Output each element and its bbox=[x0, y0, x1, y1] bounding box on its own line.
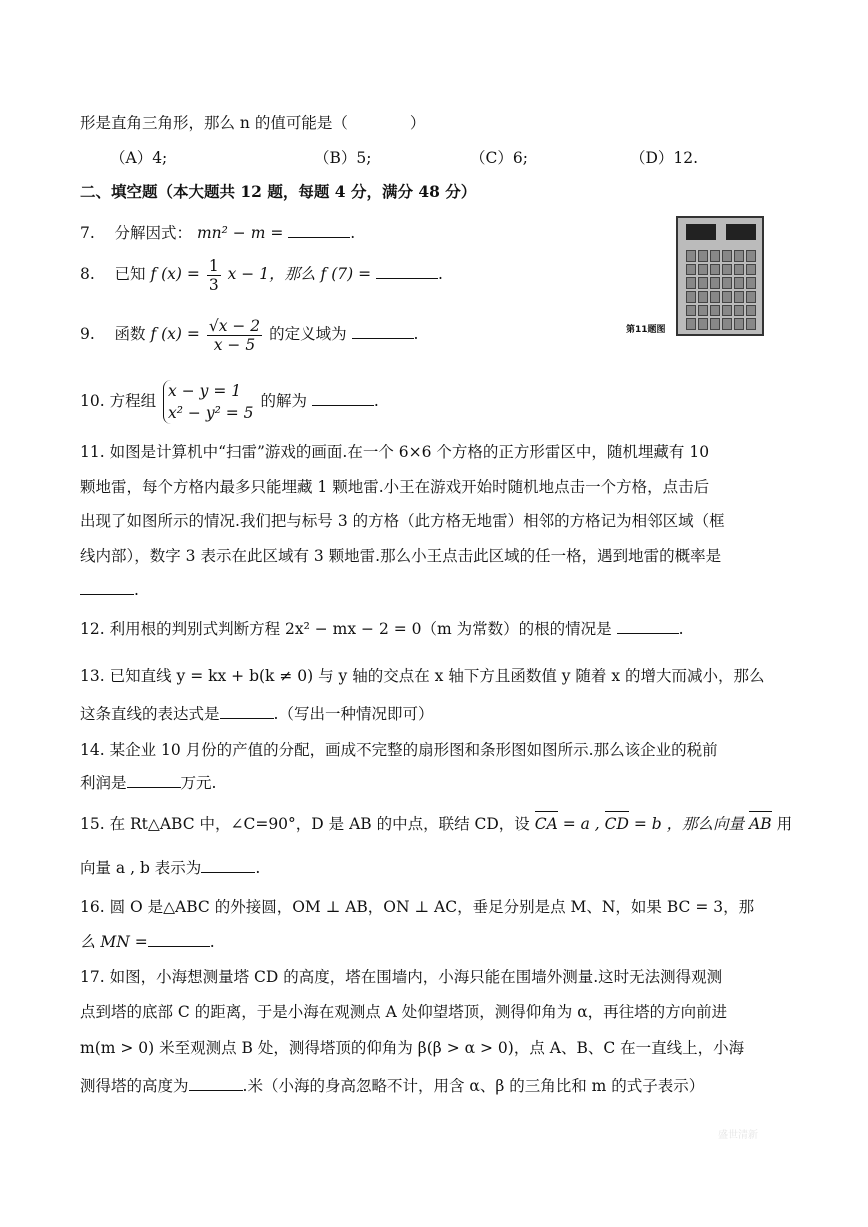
q10-number: 10. bbox=[80, 392, 105, 410]
section-title: 二、填空题（本大题共 12 题，每题 4 分，满分 48 分） bbox=[80, 182, 477, 201]
q17-line-4: 测得塔的高度为 .米（小海的身高忽略不计，用含 α、β 的三角比和 m 的式子表示） bbox=[80, 1077, 705, 1095]
question-12: 12. 利用根的判别式判断方程 2x² − mx − 2 = 0（m 为常数）的根的情况是 . bbox=[80, 620, 684, 638]
answer-blank[interactable] bbox=[189, 1076, 243, 1091]
answer-blank[interactable] bbox=[220, 704, 274, 719]
q11-line-2: 颗地雷，每个方格内最多只能埋藏 1 颗地雷.小王在游戏开始时随机地点击一个方格，点击后 bbox=[80, 478, 710, 496]
q15-line-1: 15. 在 Rt△ABC 中，∠C=90°，D 是 AB 的中点，联结 CD，设 CA = a , CD = b ，那么向量 AB 用 bbox=[80, 815, 793, 833]
answer-blank[interactable] bbox=[127, 773, 181, 788]
q11-line-3: 出现了如图所示的情况.我们把与标号 3 的方格（此方格无地雷）相邻的方格记为相邻区域（框 bbox=[80, 512, 725, 530]
q9-number: 9. bbox=[80, 325, 95, 343]
q9-text: 函数 bbox=[114, 325, 146, 343]
q17-line-3: m(m > 0) 米至观测点 B 处，测得塔顶的仰角为 β(β > α > 0)，点 A、B、C 在一直线上，小海 bbox=[80, 1039, 745, 1057]
vector-ca: CA bbox=[534, 815, 558, 833]
q8-text: 已知 bbox=[114, 265, 146, 283]
question-9: 9. 函数 f (x) = $\frac{√x - 2}{x - 5}$ 的定义域为 . bbox=[80, 316, 419, 354]
vector-ab: AB bbox=[749, 815, 772, 833]
q9-post: 的定义域为 bbox=[269, 325, 347, 343]
answer-blank[interactable] bbox=[288, 223, 350, 238]
q10-text: 方程组 bbox=[109, 392, 157, 410]
q10-system: x − y = 1 x² − y² = 5 bbox=[163, 380, 253, 424]
q17-line-1: 17. 如图，小海想测量塔 CD 的高度，塔在围墙内，小海只能在围墙外测量.这时无法测得观测 bbox=[80, 968, 723, 986]
answer-blank[interactable] bbox=[201, 858, 255, 873]
q6-option-b: （B）5; bbox=[314, 149, 372, 167]
q8-fraction: $\frac{1}{3}$ bbox=[208, 256, 219, 294]
question-8: 8. 已知 f (x) = $\frac{1}{3}$ x − 1，那么 f (7) = . bbox=[80, 256, 443, 294]
q7-text: 分解因式： bbox=[114, 224, 193, 242]
q8-function: f (x) = bbox=[150, 265, 200, 283]
answer-blank[interactable] bbox=[312, 391, 374, 406]
q15-line-2: 向量 a , b 表示为 . bbox=[80, 859, 261, 877]
vector-cd: CD bbox=[604, 815, 629, 833]
q8-expression: x − 1，那么 bbox=[227, 265, 316, 283]
q6-option-c: （C）6; bbox=[470, 149, 528, 167]
q16-line-1: 16. 圆 O 是△ABC 的外接圆，OM ⊥ AB，ON ⊥ AC，垂足分别是点 M、N，如果 BC = 3，那 bbox=[80, 898, 755, 916]
q8-f7: f (7) = bbox=[320, 265, 372, 283]
q7-number: 7. bbox=[80, 224, 95, 242]
q14-line-2: 利润是 万元. bbox=[80, 774, 217, 792]
question-10: 10. 方程组 x − y = 1 x² − y² = 5 的解为 . bbox=[80, 382, 379, 422]
watermark: 盛世清新 bbox=[718, 1130, 758, 1141]
q6-option-d: （D）12. bbox=[630, 149, 699, 167]
q6-option-a: （A）4; bbox=[110, 149, 168, 167]
q13-line-1: 13. 已知直线 y = kx + b(k ≠ 0) 与 y 轴的交点在 x 轴下方且函数值 y 随着 x 的增大而减小，那么 bbox=[80, 667, 765, 685]
q9-fraction: $\frac{√x - 2}{x - 5}$ bbox=[208, 316, 261, 354]
question-7: 7. 分解因式： mn² − m = . bbox=[80, 224, 356, 242]
figure-caption: 第11题图 bbox=[626, 325, 666, 335]
answer-blank[interactable] bbox=[148, 932, 210, 947]
answer-blank[interactable] bbox=[617, 619, 679, 634]
q11-line-4: 线内部），数字 3 表示在此区域有 3 颗地雷.那么小王点击此区域的任一格，遇到地雷的概率是 bbox=[80, 547, 722, 565]
q12-text: 12. 利用根的判别式判断方程 2x² − mx − 2 = 0（m 为常数）的根的情况是 bbox=[80, 620, 612, 638]
timer-display bbox=[726, 224, 756, 240]
mine-counter-display bbox=[686, 224, 716, 240]
q16-line-2: 么 MN = . bbox=[80, 933, 215, 951]
answer-blank[interactable] bbox=[80, 580, 134, 595]
q7-expression: mn² − m = bbox=[196, 224, 284, 242]
q14-line-1: 14. 某企业 10 月份的产值的分配，画成不完整的扇形图和条形图如图所示.那么该企业的税前 bbox=[80, 741, 718, 759]
answer-blank[interactable] bbox=[352, 324, 414, 339]
q11-line-1: 11. 如图是计算机中“扫雷”游戏的画面.在一个 6×6 个方格的正方形雷区中，随机埋藏有 10 bbox=[80, 443, 710, 461]
minefield-grid bbox=[686, 250, 756, 330]
answer-blank[interactable] bbox=[376, 264, 438, 279]
q9-function: f (x) = bbox=[150, 325, 200, 343]
q8-number: 8. bbox=[80, 265, 95, 283]
minesweeper-figure bbox=[676, 216, 764, 336]
q6-stem: 形是直角三角形，那么 n 的值可能是（ ） bbox=[80, 114, 426, 132]
q11-line-5: . bbox=[80, 579, 139, 601]
q10-post: 的解为 bbox=[260, 392, 307, 410]
q13-line-2: 这条直线的表达式是 .（写出一种情况即可） bbox=[80, 705, 434, 723]
q17-line-2: 点到塔的底部 C 的距离，于是小海在观测点 A 处仰望塔顶，测得仰角为 α，再往塔的方向前进 bbox=[80, 1003, 728, 1021]
